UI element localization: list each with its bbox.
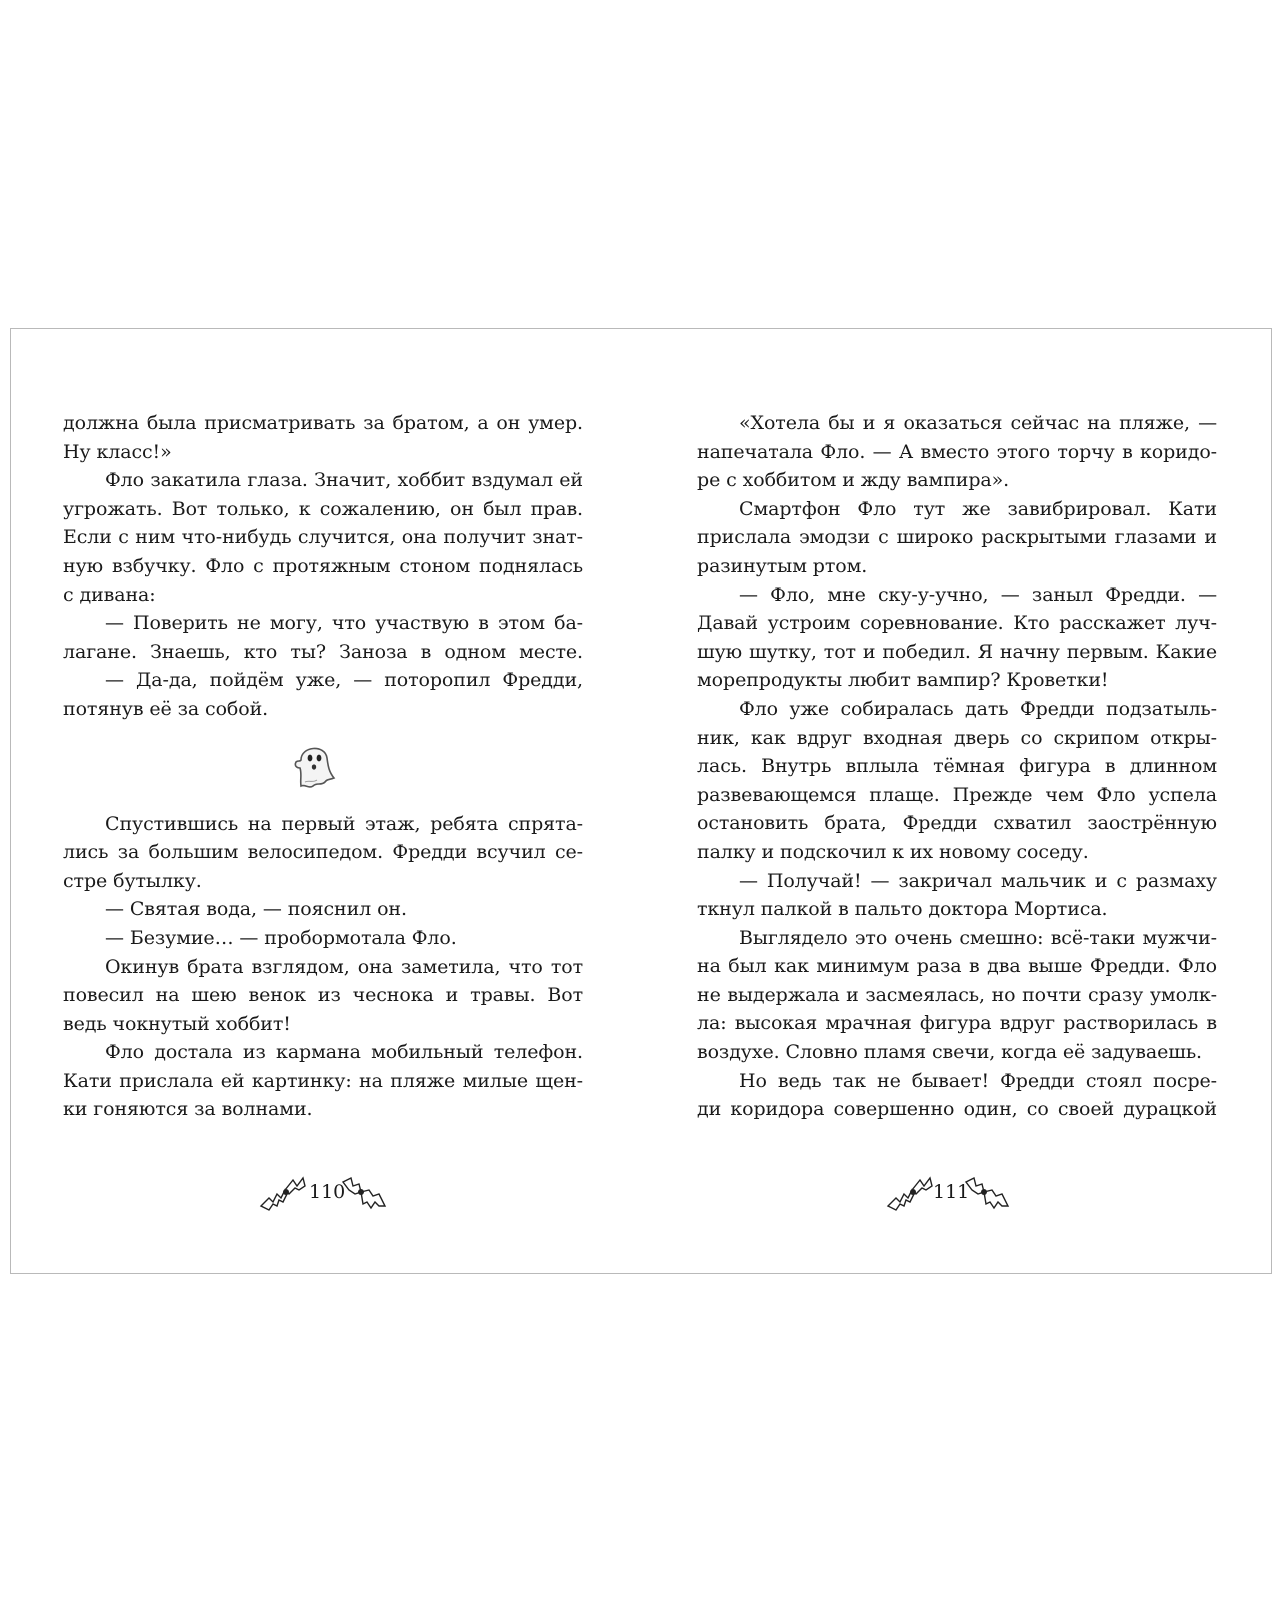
text-line: должна была присматривать за братом, а он умер. bbox=[63, 412, 583, 434]
text-line: Смартфон Фло тут же завибрировал. Кати bbox=[739, 497, 1217, 520]
text-line: остановить брата, Фредди схватил заострённую bbox=[697, 812, 1217, 835]
text-line: «Хотела бы и я оказаться сейчас на пляже, — bbox=[739, 412, 1217, 434]
text-line: лись за большим велосипедом. Фредди всучил се- bbox=[63, 841, 583, 864]
text-line: Фло закатила глаза. Значит, хоббит вздумал ей bbox=[105, 469, 583, 492]
text-line: ди коридора совершенно один, со своей дурацкой bbox=[697, 1098, 1217, 1121]
text-line: лась. Внутрь вплыла тёмная фигура в длинном bbox=[697, 755, 1217, 778]
text-line: воздухе. Словно пламя свечи, когда её задуваешь. bbox=[697, 1041, 1202, 1064]
text-line: не выдержала и засмеялась, но почти сразу умолк- bbox=[697, 983, 1217, 1006]
text-line: разинутым ртом. bbox=[697, 554, 868, 577]
text-line: — Безумие… — пробормотала Фло. bbox=[105, 926, 457, 949]
text-line: Давай устроим соревнование. Кто расскажет луч- bbox=[697, 612, 1217, 635]
text-line: напечатала Фло. — А вместо этого торчу в коридо- bbox=[697, 440, 1217, 463]
text-line: Окинув брата взглядом, она заметила, что тот bbox=[105, 955, 583, 978]
text-line: Если с ним что-нибудь случится, она получит знат- bbox=[63, 526, 583, 549]
text-line: ник, как вдруг входная дверь со скрипом откры- bbox=[697, 726, 1217, 749]
bat-icon bbox=[259, 1176, 311, 1216]
text-line: с дивана: bbox=[63, 583, 156, 606]
text-line: Фло уже собиралась дать Фредди подзатыль- bbox=[739, 697, 1217, 720]
text-line: ла: высокая мрачная фигура вдруг растворилась в bbox=[697, 1012, 1217, 1035]
page-footer-left bbox=[259, 1174, 459, 1218]
left-page bbox=[63, 409, 583, 1124]
bat-icon bbox=[962, 1176, 1012, 1214]
text-line: ную взбучку. Фло с протяжным стоном поднялась bbox=[63, 554, 583, 577]
text-line: повесил на шею венок из чеснока и травы. Вот bbox=[63, 984, 583, 1007]
text-line: Фло достала из кармана мобильный телефон. bbox=[105, 1041, 583, 1064]
text-line: — Святая вода, — пояснил он. bbox=[105, 898, 407, 921]
text-line: потянув её за собой. bbox=[63, 697, 269, 720]
text-line: стре бутылку. bbox=[63, 869, 202, 892]
text-line: развевающемся плаще. Прежде чем Фло успела bbox=[697, 783, 1217, 806]
section-divider bbox=[63, 724, 583, 810]
text-line: шую шутку, тот и победил. Я начну первым. Какие bbox=[697, 640, 1217, 663]
book-spread bbox=[10, 328, 1272, 1274]
text-line: палку и подскочил к их новому соседу. bbox=[697, 840, 1089, 863]
page-number: 110 bbox=[309, 1181, 346, 1203]
text-line: Выглядело это очень смешно: всё-таки мужчи- bbox=[739, 926, 1217, 949]
bat-icon bbox=[339, 1176, 389, 1214]
text-line: ткнул палкой в пальто доктора Мортиса. bbox=[697, 898, 1108, 921]
text-line: — Да-да, пойдём уже, — поторопил Фредди, bbox=[105, 669, 583, 692]
text-line: Ну класс!» bbox=[63, 440, 172, 463]
text-line: ведь чокнутый хоббит! bbox=[63, 1012, 291, 1035]
text-line: ки гоняются за волнами. bbox=[63, 1098, 313, 1121]
bat-icon bbox=[886, 1176, 938, 1216]
text-line: на был как минимум раза в два выше Фредди. Фло bbox=[697, 955, 1217, 978]
page-number: 111 bbox=[933, 1181, 970, 1203]
text-line: лагане. Знаешь, кто ты? Заноза в одном месте. bbox=[63, 640, 583, 663]
text-line: угрожать. Вот только, к сожалению, он был прав. bbox=[63, 497, 583, 520]
text-line: — Получай! — закричал мальчик и с размаху bbox=[739, 869, 1217, 892]
right-page bbox=[697, 409, 1217, 1124]
text-line: Спустившись на первый этаж, ребята спрята- bbox=[105, 812, 583, 835]
page-footer-right bbox=[886, 1174, 1086, 1218]
text-line: морепродукты любит вампир? Кроветки! bbox=[697, 669, 1109, 692]
text-line: — Поверить не могу, что участвую в этом ба- bbox=[105, 612, 583, 635]
text-line: Но ведь так не бывает! Фредди стоял посре- bbox=[739, 1069, 1217, 1092]
text-line: прислала эмодзи с широко раскрытыми глазами и bbox=[697, 526, 1217, 549]
text-line: ре с хоббитом и жду вампира». bbox=[697, 469, 1010, 492]
text-line: Кати прислала ей картинку: на пляже милые щен- bbox=[63, 1069, 583, 1092]
ghost-icon bbox=[291, 738, 337, 792]
text-line: — Фло, мне ску-у-учно, — заныл Фредди. — bbox=[739, 583, 1217, 606]
